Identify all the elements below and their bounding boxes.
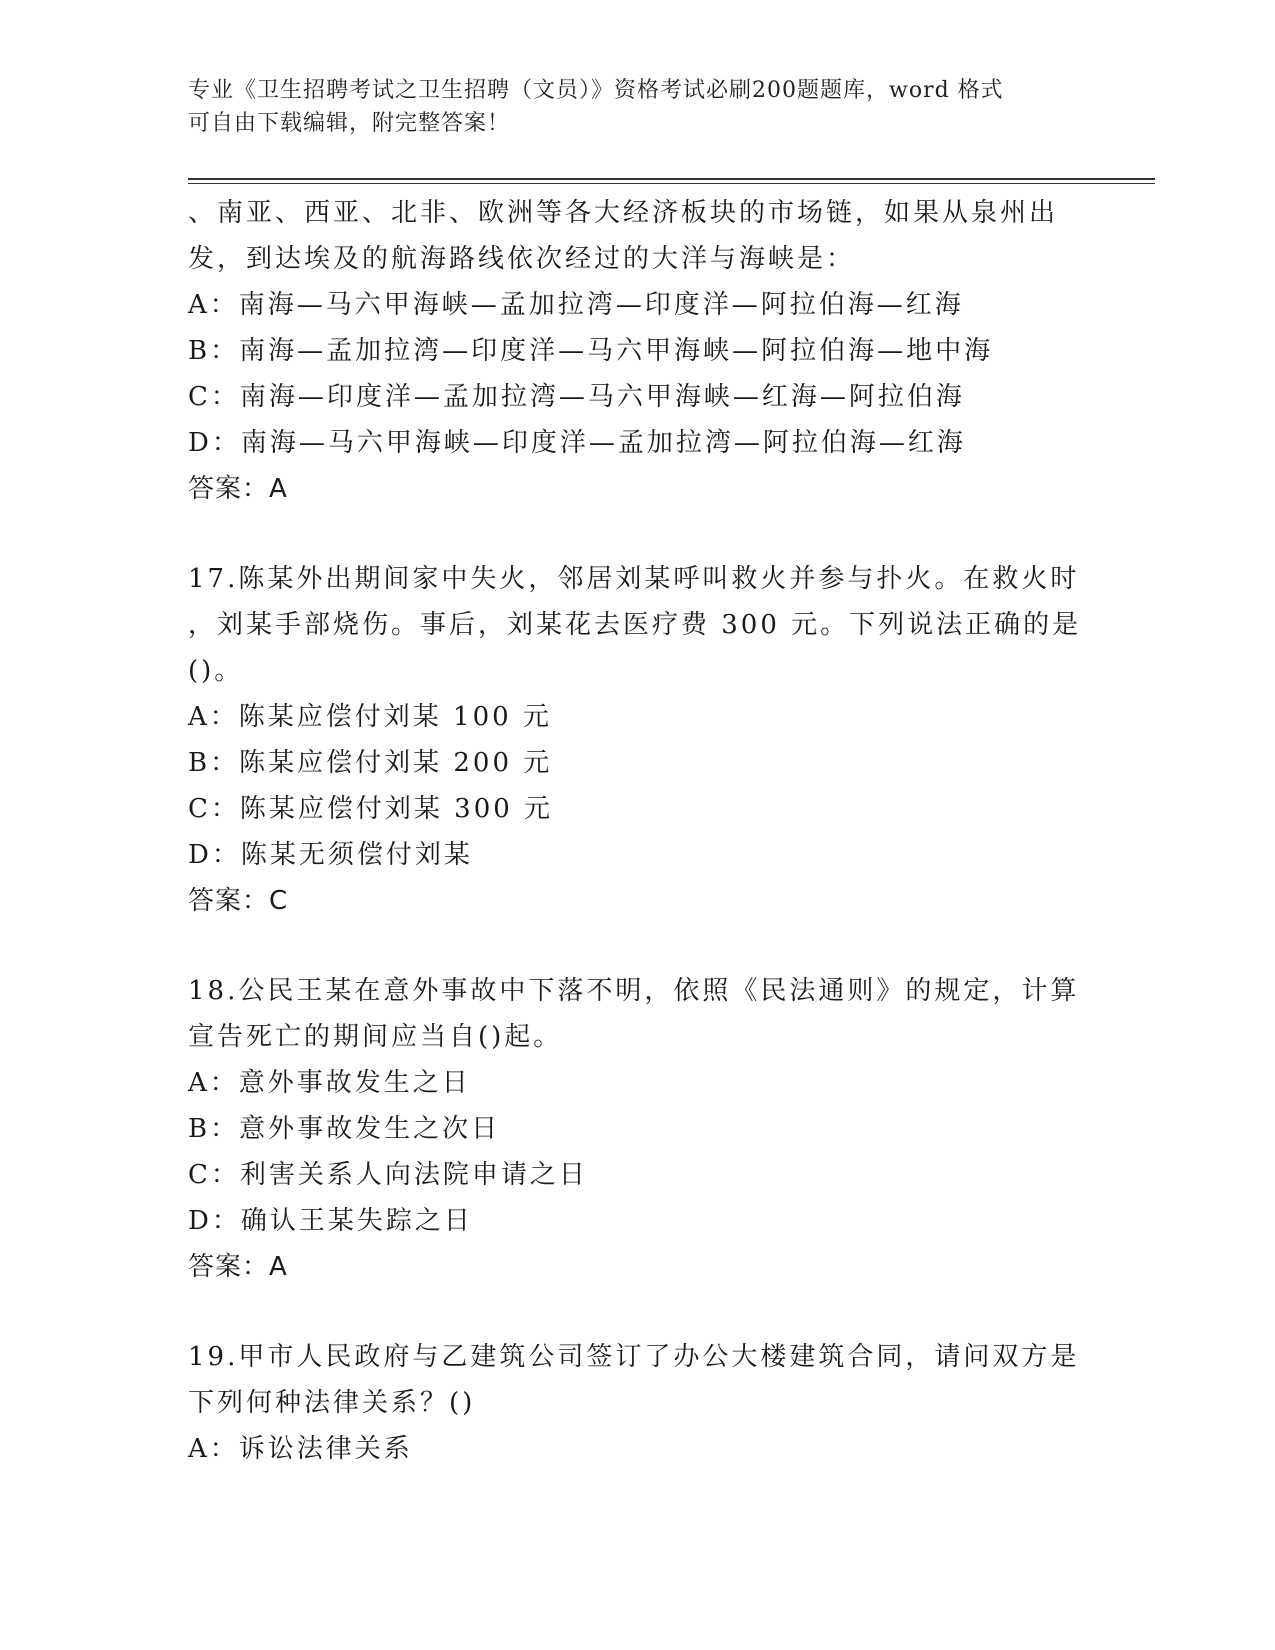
question-19 [188, 1334, 1088, 1472]
question-stem-line: 下列何种法律关系？() [188, 1388, 476, 1418]
header-title-line-2: 可自由下载编辑，附完整答案！ [188, 111, 511, 136]
question-stem-line: 17.陈某外出期间家中失火，邻居刘某呼叫救火并参与扑火。在救火时 [188, 564, 1080, 594]
question-stem-line: 宣告死亡的期间应当自()起。 [188, 1022, 563, 1052]
option-c: C：南海—印度洋—孟加拉湾—马六甲海峡—红海—阿拉伯海 [188, 382, 965, 412]
option-a: A：诉讼法律关系 [188, 1434, 413, 1464]
header-title-line-1: 专业《卫生招聘考试之卫生招聘（文员）》资格考试必刷200题题库，word 格式 [188, 78, 1004, 103]
answer-line: 答案：A [188, 474, 288, 504]
header-divider-thin [188, 183, 1155, 184]
option-c: C：利害关系人向法院申请之日 [188, 1160, 588, 1190]
option-a: A：陈某应偿付刘某 100 元 [188, 702, 552, 732]
header-divider-thick [188, 178, 1155, 180]
spacer [188, 1290, 1088, 1334]
option-a: A：意外事故发生之日 [188, 1068, 471, 1098]
option-b: B：南海—孟加拉湾—印度洋—马六甲海峡—阿拉伯海—地中海 [188, 336, 994, 366]
question-18 [188, 968, 1088, 1290]
option-c: C：陈某应偿付刘某 300 元 [188, 794, 554, 824]
option-b: B：意外事故发生之次日 [188, 1114, 501, 1144]
question-stem-line: ()。 [188, 656, 244, 686]
spacer [188, 512, 1088, 556]
option-b: B：陈某应偿付刘某 200 元 [188, 748, 553, 778]
spacer [188, 924, 1088, 968]
question-17 [188, 556, 1088, 924]
option-d: D：南海—马六甲海峡—印度洋—孟加拉湾—阿拉伯海—红海 [188, 428, 966, 458]
question-stem-line: ，刘某手部烧伤。事后，刘某花去医疗费 300 元。下列说法正确的是 [188, 610, 1082, 640]
question-stem-line: 发，到达埃及的航海路线依次经过的大洋与海峡是： [188, 244, 856, 274]
question-16 [188, 190, 1088, 512]
answer-line: 答案：A [188, 1252, 288, 1282]
answer-line: 答案：C [188, 886, 289, 916]
option-d: D：确认王某失踪之日 [188, 1206, 473, 1236]
question-stem-line: 19.甲市人民政府与乙建筑公司签订了办公大楼建筑合同，请问双方是 [188, 1342, 1080, 1372]
question-stem-line: 、南亚、西亚、北非、欧洲等各大经济板块的市场链，如果从泉州出 [188, 198, 1059, 228]
option-a: A：南海—马六甲海峡—孟加拉湾—印度洋—阿拉伯海—红海 [188, 290, 964, 320]
option-d: D：陈某无须偿付刘某 [188, 840, 473, 870]
document-header [188, 74, 1068, 140]
document-body [188, 190, 1088, 1472]
question-stem-line: 18.公民王某在意外事故中下落不明，依照《民法通则》的规定，计算 [188, 976, 1080, 1006]
